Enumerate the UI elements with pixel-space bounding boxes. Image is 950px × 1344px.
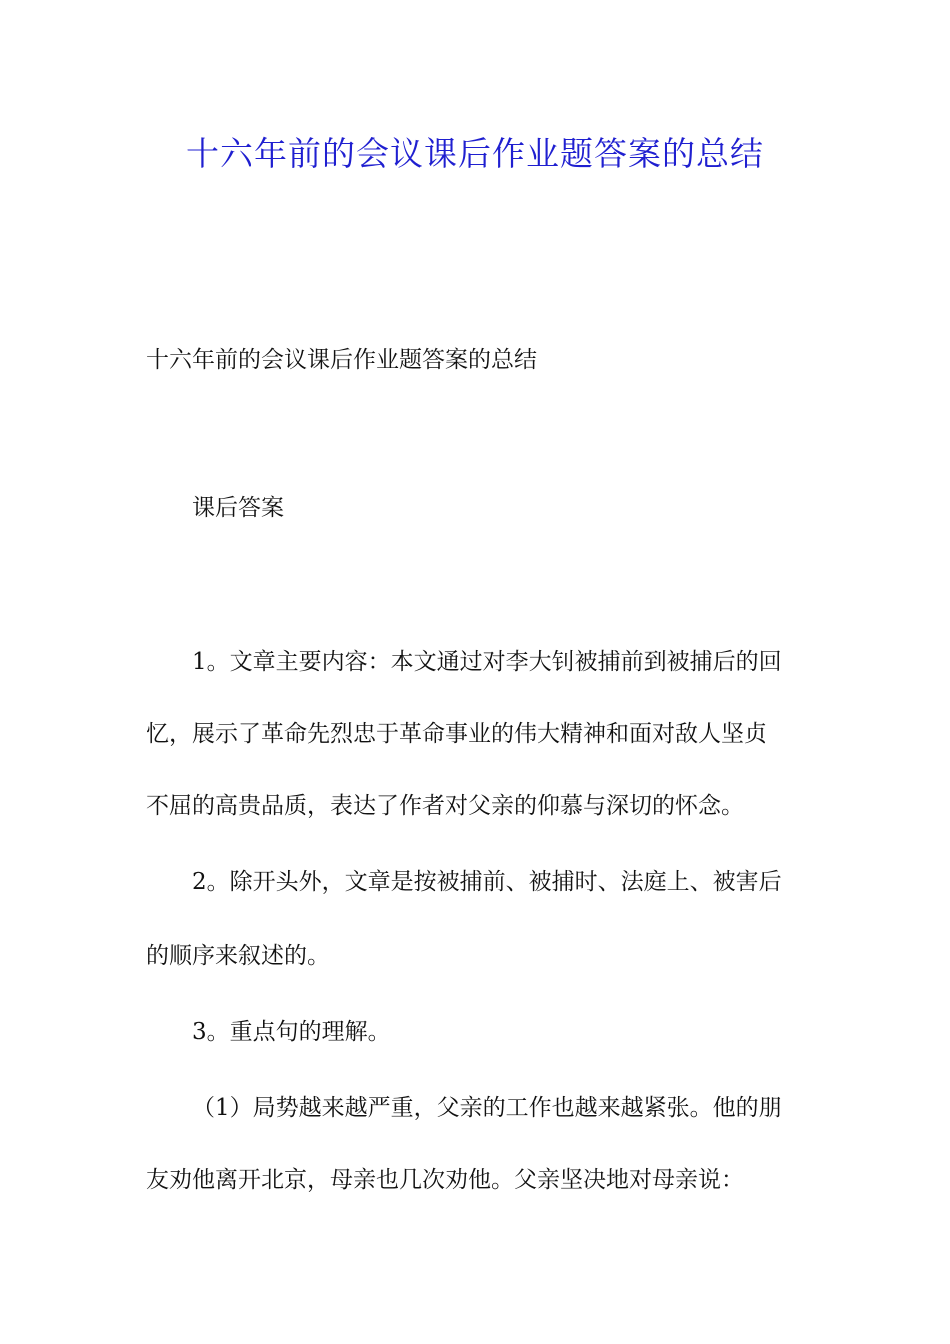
paragraph-line: 忆，展示了革命先烈忠于革命事业的伟大精神和面对敌人坚贞 <box>146 721 767 747</box>
paragraph-line: （1）局势越来越严重，父亲的工作也越来越紧张。他的朋 <box>192 1095 782 1121</box>
paragraph-line: 的顺序来叙述的。 <box>146 943 330 969</box>
paragraph-line: 3。重点句的理解。 <box>192 1019 391 1045</box>
document-subtitle: 十六年前的会议课后作业题答案的总结 <box>146 347 537 373</box>
section-heading: 课后答案 <box>192 495 284 521</box>
paragraph-line: 2。除开头外，文章是按被捕前、被捕时、法庭上、被害后 <box>192 869 782 895</box>
paragraph-line: 1。文章主要内容：本文通过对李大钊被捕前到被捕后的回 <box>192 649 782 675</box>
paragraph-line: 友劝他离开北京，母亲也几次劝他。父亲坚决地对母亲说： <box>146 1167 744 1193</box>
paragraph-line: 不屈的高贵品质，表达了作者对父亲的仰慕与深切的怀念。 <box>146 793 744 819</box>
document-title: 十六年前的会议课后作业题答案的总结 <box>186 134 764 173</box>
